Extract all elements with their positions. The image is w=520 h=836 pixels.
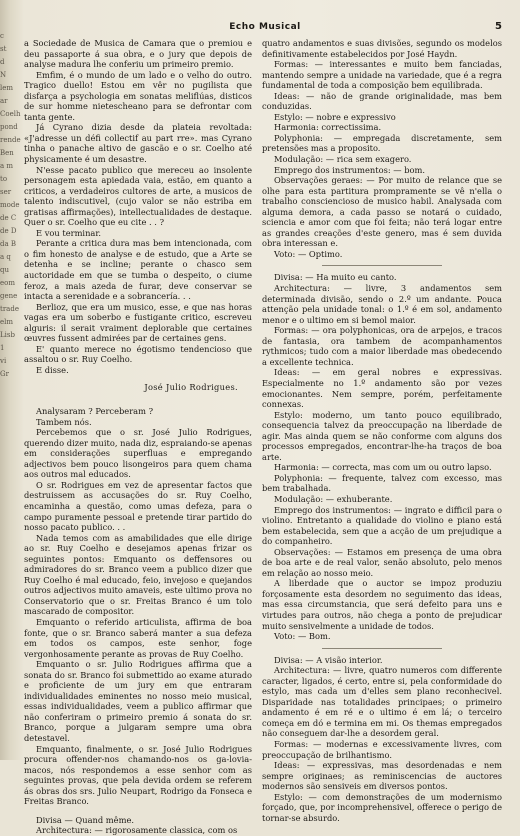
edge-fragment: lem	[0, 84, 14, 92]
edge-fragment: da B	[0, 240, 17, 248]
paragraph: Divisa: — Ha muito eu canto.	[274, 272, 397, 283]
edge-fragment: de C	[0, 214, 17, 222]
paragraph: Emprego dos instrumentos: — bom.	[274, 164, 426, 175]
paragraph: Architectura: — livre, 3 andamentos sem determinada divisão, sendo o 2.º um andante. Pouca attenção pela unidade tonal: o 1.º é em sol, andamento menor e o ultimo em si bemol maior.	[262, 283, 502, 325]
paragraph: Emquanto o referido articulista, affirma de boa fonte, que o sr. Branco saberá manter a sua defeza em todos os campos, este senhor, foge vergonhosamente perante as provas de Ruy Coelho.	[24, 616, 252, 659]
edge-fragment: Lisb	[0, 331, 15, 339]
edge-fragment: Gr	[0, 370, 9, 378]
section-divider	[322, 265, 442, 266]
author-signature: José Julio Rodrigues.	[144, 381, 238, 392]
paragraph: Architectura: — livre, quatro numeros com differente caracter, ligados, é certo, entre si, pela conformidade do estylo, mas cada um d'elles sem plano reconhecivel. Disparidade nas totalidades principaes; o primeiro andamento é em ré e o ultimo é em lá; o terceiro começa em dó e termina em mi. Os themas empregados não conseguem dar-lhe a desordem geral.	[262, 665, 502, 739]
edge-fragment: eom	[0, 279, 15, 287]
edge-fragment: gene	[0, 292, 18, 300]
paragraph: Estylo: moderno, um tanto pouco equilibrado, consequencia talvez da preoccupação na liberdade de agir. Mas ainda quem se não conforme com alguns dos processos empregados, encontrar-lhe-ha traços de boa arte.	[262, 409, 502, 462]
paragraph: Formas: — ora polyphonicas, ora de arpejos, e tracos de fantasia, ora tambem de acompanhamentos rythmicos; tudo com a maior liberdade mas obedecendo a excellente technica.	[262, 325, 502, 367]
paragraph: Ideas: — expressivas, mas desordenadas e nem sempre originaes; as reminiscencias de auctores modernos são sensiveis em diversos pontos.	[262, 760, 502, 792]
paragraph: Berlioz, que era um musico, esse, e que nas horas vagas era um soberbo e fustigante critico, escreveu alguris: il serait vraiment deplorable que certaines œuvres fussent admirées par de certaines gens.	[24, 301, 252, 344]
edge-fragment: mode	[0, 201, 20, 209]
paragraph: Formas: — interessantes e muito bem fanciadas, mantendo sempre a unidade na variedade, que é a regra fundamental de toda a composição bem equilibrada.	[262, 59, 502, 91]
edge-fragment: vi	[0, 357, 7, 365]
paragraph: Emquanto o sr. Julio Rodrigues affirma que a sonata do sr. Branco foi submettido ao exame aturado e proficiente de um jury em que entraram individualidades eminentes no nosso meio musical, essas individualidades, veem a publico affirmar que não conferiram o primeiro premio á sonata do sr. Branco, porque a julgaram sempre uma obra detestavel.	[24, 659, 252, 743]
verdict: Voto: — Bom.	[274, 631, 331, 642]
page-number: 5	[495, 21, 502, 32]
paragraph: Polyphonia: — frequente, talvez com excesso, mas bem trabalhada.	[262, 472, 502, 494]
divisa-entry: Divisa — Quand même.	[36, 814, 134, 825]
right-column	[262, 38, 502, 823]
paragraph: A liberdade que o auctor se impoz produziu forçosamente esta desordem no seguimento das ideas, mas essa circumstancia, que será defeito para uns e virtudes para outros, não chega a ponto de prejudicar muito sensivelmente a unidade de todos.	[262, 578, 502, 631]
section-divider	[322, 648, 442, 649]
paragraph: quatro andamentos e suas divisões, segundo os modelos definitivamente estabelecidos por José Haydn.	[262, 38, 502, 59]
paragraph: E disse.	[36, 364, 69, 375]
paragraph: Nada temos com as amabilidades que elle dirige ao sr. Ruy Coelho e desejamos apenas frizar os seguintes pontos: Emquanto os deffensores ou admiradores do sr. Branco veem a publico dizer que Ruy Coelho é mal educado, feio, invejoso e quejandos outros adjectivos muito amaveis, este ultimo prova no Conservatorio que o sr. Freitas Branco é um tolo mascarado de compositor.	[24, 532, 252, 617]
architectura-entry: Architectura: — rigorosamente classica, com os	[36, 825, 238, 836]
paragraph: Perante a critica dura mas bem intencionada, com o fim honesto de analyse e de estudo, que a Arte se detenha e se incline; perante o chasco sem auctoridade em que se tumba o despeito, o ciume feroz, a mais azeda de furar, deve conservar se intacta a serenidade e a sobrancería. . .	[24, 238, 252, 302]
edge-fragment: Coelh	[0, 110, 21, 118]
paragraph: E vou terminar.	[36, 227, 102, 238]
paragraph: Analysaram ? Perceberam ?	[36, 406, 154, 417]
paragraph: Estylo: — nobre e expressivo	[274, 111, 396, 122]
publication-title: Echo Musical	[229, 22, 301, 32]
left-column	[24, 38, 252, 836]
edge-fragment: st	[0, 45, 7, 53]
paragraph: N'esse pacato publico que mereceu ao insolente personagem esta apiedada vaia, estão, em quanto a criticos, a verdadeiros cultores de arte, a musicos de talento indiscutivel, (cujo valor se não estriba em gratisas affirmações), intellectualidades de destaque. Quer o sr. Coelho que eu cite . . ?	[24, 164, 252, 228]
edge-fragment: elm	[0, 318, 14, 326]
edge-fragment: trade	[0, 305, 19, 313]
edge-fragment: rende	[0, 136, 21, 144]
paragraph: Polyphonia: — empregada discretamente, sem pretensões mas a proposito.	[262, 132, 502, 154]
paragraph: Modulação: — rica sem exagero.	[274, 154, 412, 165]
paragraph: Emfim, é o mundo de um lado e o velho do outro. Tragico duello! Estou em vêr no pugilista que disfarça a psychologia em sonatas meliflúas, disticos de sur homme nietescheano para se defrontar com tanta gente.	[24, 69, 252, 122]
paragraph: Estylo: — com demonstrações de um modernismo forçado, que, por incomprehensivel, offerece o perigo de tornar-se absurdo.	[262, 791, 502, 823]
edge-fragment: a m	[0, 162, 14, 170]
adjacent-page-edge	[0, 30, 20, 730]
edge-fragment: de D	[0, 227, 17, 235]
edge-fragment: Ben	[0, 149, 14, 157]
paragraph: Ideas: — em geral nobres e expressivas. Especialmente no 1.º andamento são por vezes emocionantes. Nem sempre, porém, perfeitamente connexas.	[262, 367, 502, 410]
paragraph: Observações: — Estamos em presença de uma obra de boa arte e de real valor, senão absoluto, pelo menos em relação ao nosso meio.	[262, 546, 502, 578]
edge-fragment: d	[0, 58, 5, 66]
paragraph: Harmonia: correctissima.	[274, 122, 382, 133]
edge-fragment: c	[0, 32, 4, 40]
edge-fragment: pond	[0, 123, 18, 131]
paragraph: Divisa: — A visão interior.	[274, 654, 383, 665]
paragraph: Formas: — modernas e excessivamente livres, com preoccupação de brilhantismo.	[262, 739, 502, 760]
edge-fragment: ar	[0, 97, 8, 105]
paragraph: Ideas: — não de grande originalidade, mas bem conduzidas.	[262, 90, 502, 112]
paragraph: Emprego dos instrumentos: — ingrato e difficil para o violino. Entretanto a qualidade do violino e piano está bem estabelecida, sem que a acção de um prejudique a do companheiro.	[262, 504, 502, 547]
verdict: Voto: — Optimo.	[274, 248, 343, 259]
paragraph: E' quanto merece no égotismo tendencioso que assaltou o sr. Ruy Coelho.	[24, 343, 252, 365]
paragraph: Modulação: — exhuberante.	[274, 493, 393, 504]
paragraph: a Sociedade de Musica de Camara que o premiou e deu passaporte á sua obra, e o jury que depois de analyse madura lhe conferiu um primeiro premio.	[24, 38, 252, 70]
page-header	[24, 22, 506, 36]
edge-fragment: to	[0, 175, 8, 183]
edge-fragment: qu	[0, 266, 9, 274]
paragraph: Já Cyrano dizia desde da plateia revoltada: «J'adresse un défi collectif au part rre». mas Cyrano tinha o panache altivo de gascão e o sr. Coelho até physicamente é um desastre.	[24, 122, 252, 165]
edge-fragment: ser	[0, 188, 12, 196]
paragraph: Tambem nós.	[36, 416, 92, 427]
edge-fragment: N	[0, 71, 7, 79]
paragraph: Observações geraes: — Por muito de relance que se olhe para esta partitura prompramente se vê n'ella o trabalho consciencioso de musico habil. Analysada com alguma demora, a cada passo se notará o cuidado, sciencia e amor com que foi feita; não terá logar entre as grandes creações d'este genero, mas é sem duvida obra interessan e.	[262, 175, 502, 249]
paragraph: O sr. Rodrigues em vez de apresentar factos que destruissem as accusações do sr. Ruy Coelho, encaminha a questão, como umas defeza, para o campo puramente pessoal e pretende tirar partido do nosso pacato publico. . .	[24, 479, 252, 533]
edge-fragment: a q	[0, 253, 11, 261]
paragraph: Harmonia: — correcta, mas com um ou outro lapso.	[274, 462, 492, 473]
paragraph: Percebemos que o sr. José Julio Rodrigues, querendo dizer muito, nada diz, espraiando-se apenas em considerações superfluas e empregando adjectivos bem pouco lisongeiros para quem chama aos outros mal educados.	[24, 427, 252, 480]
edge-fragment: 1	[0, 344, 5, 352]
paragraph: Emquanto, finalmente, o sr. José Julio Rodrigues procura offender-nos chamando-nos os ga-lovia-macos, nós respondemos a esse senhor com as seguintes provas, que pela devida ordem se referem ás obras dos srs. Julio Neupart, Rodrigo da Fonseca e Freitas Branco.	[24, 743, 252, 807]
